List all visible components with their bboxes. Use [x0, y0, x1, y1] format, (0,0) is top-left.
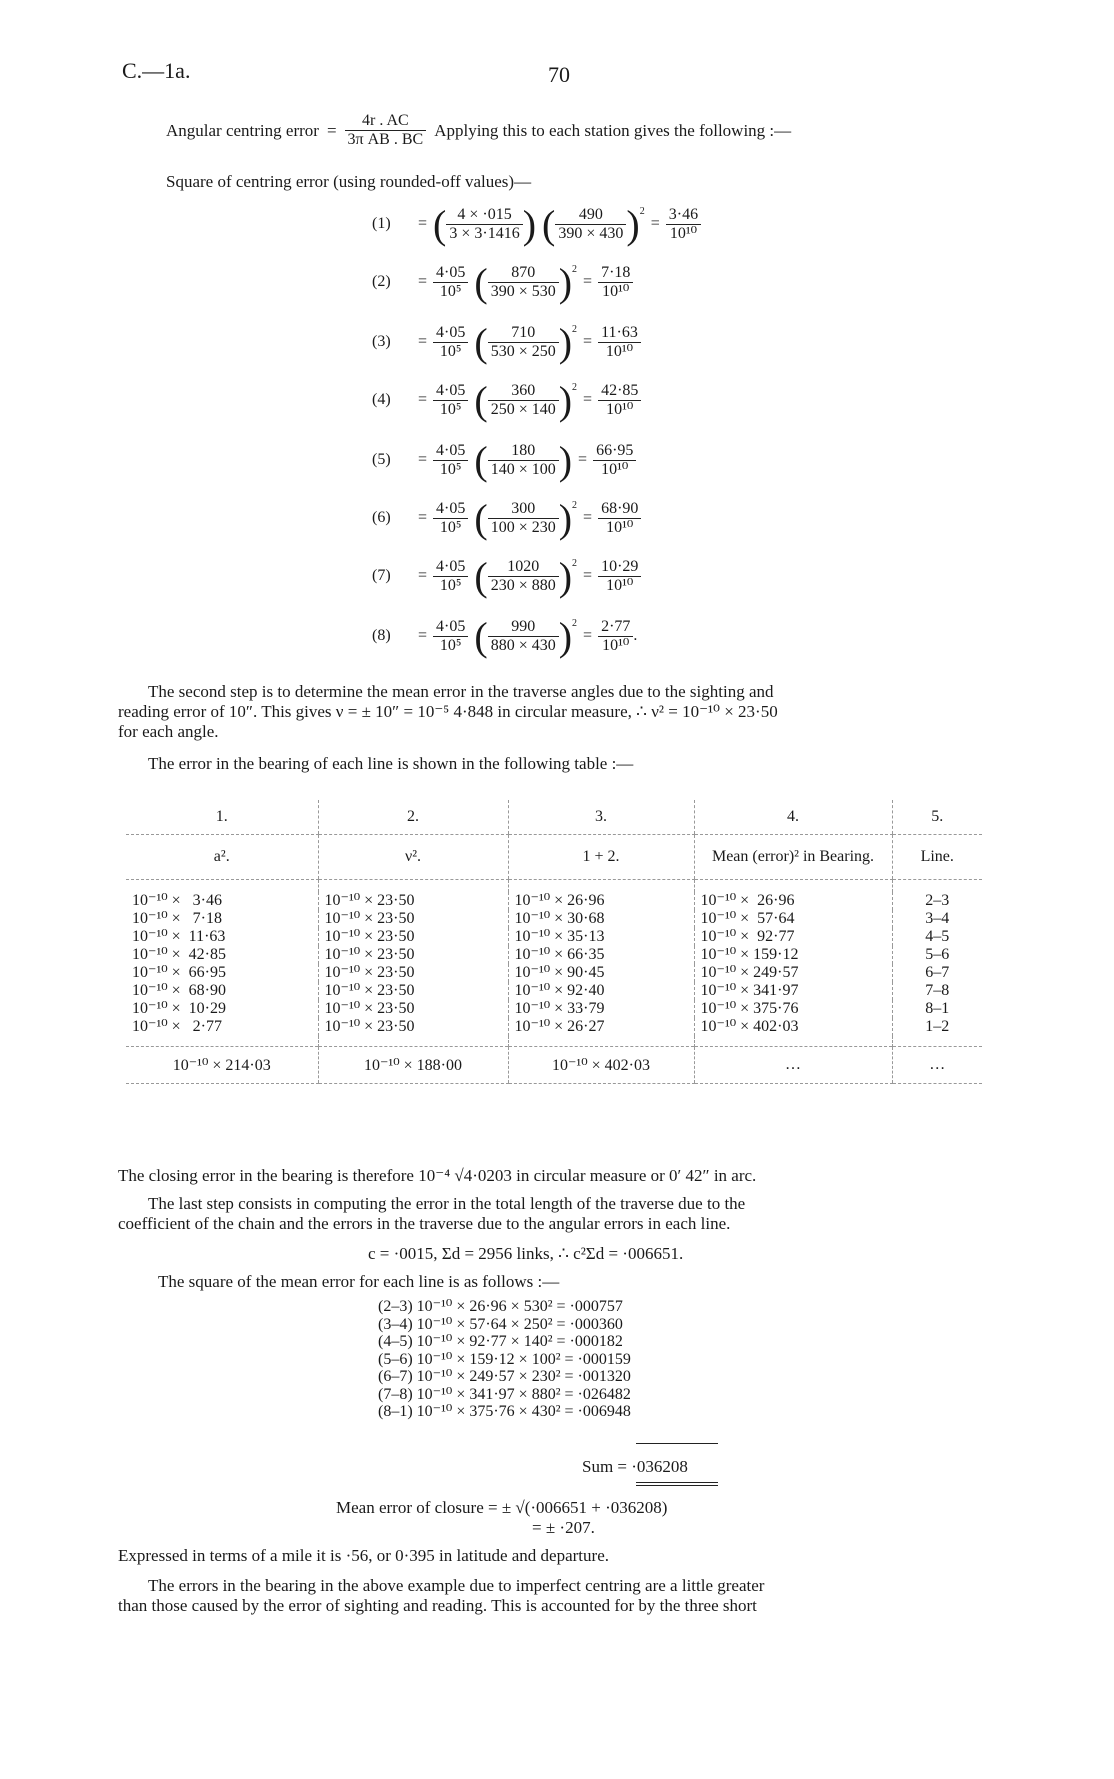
- square-line: (2–3) 10⁻¹⁰ × 26·96 × 530² = ·000757: [378, 1298, 623, 1315]
- inner-fraction: [488, 324, 559, 361]
- closing-error-sentence: The closing error in the bearing is therefore 10⁻⁴ √4·0203 in circular measure or 0′ 42″ in arc.: [118, 1166, 757, 1185]
- equation-row: [372, 494, 641, 542]
- rhs-numerator: 10·29: [598, 558, 641, 577]
- lhs-fraction: [433, 382, 468, 419]
- rhs-denominator: 10¹⁰: [605, 342, 634, 360]
- exponent: 2: [572, 324, 578, 335]
- sum-rule-bottom-2: [636, 1485, 718, 1486]
- lhs-fraction: [446, 206, 522, 243]
- right-paren: ): [558, 613, 573, 659]
- lhs-denominator: 10⁵: [439, 400, 462, 418]
- lhs-fraction: [433, 558, 468, 595]
- angular-centring-formula: Angular centring error = $\frac{4r . AC}{\text{3π AB . BC}}$ Applying this to each station gives the following :—: [166, 112, 792, 148]
- sum-rule-bottom-1: [636, 1482, 718, 1483]
- rhs-numerator: 42·85: [598, 382, 641, 401]
- rhs-denominator: 10¹⁰: [669, 224, 698, 242]
- inner-fraction: [488, 558, 559, 595]
- exponent: 2: [572, 382, 578, 393]
- equation-label: (1): [372, 215, 391, 232]
- right-paren: ): [522, 201, 537, 247]
- table-cell: 10⁻¹⁰ × 23·50: [318, 982, 508, 1000]
- inner-denominator: 140 × 100: [490, 460, 556, 478]
- left-paren: (: [542, 201, 556, 247]
- document-code: C.—1a.: [122, 58, 191, 83]
- lhs-numerator: 4·05: [433, 618, 468, 637]
- equals-sign: =: [583, 333, 593, 350]
- inner-denominator: 390 × 530: [490, 282, 556, 300]
- table-cell: 10⁻¹⁰ × 23·50: [318, 910, 508, 928]
- inner-fraction: [488, 382, 559, 419]
- equation-row: [372, 200, 701, 248]
- table-cell: 10⁻¹⁰ × 341·97: [694, 982, 892, 1000]
- equals-sign: =: [418, 273, 428, 290]
- right-paren: ): [558, 553, 573, 599]
- table-row: [126, 928, 982, 946]
- sum-line: Sum = ·036208: [582, 1457, 688, 1476]
- bearing-error-table: [126, 800, 982, 1084]
- table-cell: 10⁻¹⁰ × 23·50: [318, 1018, 508, 1036]
- last-step-line2: coefficient of the chain and the errors in the traverse due to the angular errors in each line.: [118, 1214, 731, 1233]
- lhs-denominator: 10⁵: [439, 282, 462, 300]
- rhs-numerator: 66·95: [593, 442, 636, 461]
- lhs-fraction: [433, 264, 468, 301]
- table-cell: 10⁻¹⁰ × 26·27: [508, 1018, 694, 1036]
- right-paren: ): [626, 201, 640, 247]
- table-cell: 10⁻¹⁰ × 92·40: [508, 982, 694, 1000]
- square-mean-list: [378, 1298, 631, 1421]
- table-column-numbers: [126, 800, 982, 835]
- equals-sign: =: [418, 333, 428, 350]
- rhs-fraction: [593, 442, 636, 479]
- final-para-line1: The errors in the bearing in the above example due to imperfect centring are a little greater: [148, 1576, 765, 1595]
- table-cell: 10⁻¹⁰ × 57·64: [694, 910, 892, 928]
- lhs-numerator: 4·05: [433, 382, 468, 401]
- col-number: 5.: [892, 800, 982, 835]
- equals-sign: =: [418, 391, 428, 408]
- square-line: (3–4) 10⁻¹⁰ × 57·64 × 250² = ·000360: [378, 1315, 623, 1333]
- square-line: (6–7) 10⁻¹⁰ × 249·57 × 230² = ·001320: [378, 1368, 631, 1385]
- equation-row: [372, 436, 636, 484]
- equals-sign: =: [583, 627, 593, 644]
- equation-label: (3): [372, 333, 391, 350]
- inner-numerator: 710: [488, 324, 559, 343]
- col-number: 2.: [318, 800, 508, 835]
- table-cell: 10⁻¹⁰ × 10·29: [132, 1000, 227, 1017]
- sum-rule-top: [636, 1443, 718, 1444]
- table-cell: 10⁻¹⁰ × 375·76: [694, 1000, 892, 1018]
- lhs-numerator: 4·05: [433, 442, 468, 461]
- equation-row: [372, 376, 641, 424]
- equals-sign: =: [650, 215, 660, 232]
- inner-denominator: 250 × 140: [490, 400, 556, 418]
- rhs-fraction: [598, 324, 641, 361]
- inner-denominator: 530 × 250: [490, 342, 556, 360]
- total-cell: 10⁻¹⁰ × 214·03: [126, 1047, 318, 1084]
- trailing-punctuation: .: [633, 627, 638, 644]
- table-cell: 10⁻¹⁰ × 3·46: [132, 892, 223, 909]
- table-row: [126, 964, 982, 982]
- table-cell: 3–4: [892, 910, 982, 928]
- exponent: 2: [572, 618, 578, 629]
- table-cell: 10⁻¹⁰ × 23·50: [318, 928, 508, 946]
- table-cell: 10⁻¹⁰ × 402·03: [694, 1018, 892, 1036]
- table-cell: 8–1: [892, 1000, 982, 1018]
- total-cell: …: [892, 1047, 982, 1084]
- inner-numerator: 180: [488, 442, 559, 461]
- last-step-line1: The last step consists in computing the error in the total length of the traverse due to the: [148, 1194, 746, 1213]
- lhs-fraction: [433, 442, 468, 479]
- table-intro: The error in the bearing of each line is shown in the following table :—: [148, 754, 634, 773]
- chain-equation: c = ·0015, Σd = 2956 links, ∴ c²Σd = ·006651.: [368, 1244, 684, 1263]
- equals-sign: =: [418, 567, 428, 584]
- table-cell: 10⁻¹⁰ × 7·18: [132, 910, 223, 927]
- equals-sign: =: [418, 215, 428, 232]
- equation-row: [372, 612, 637, 660]
- closure-line1: Mean error of closure = ± √(·006651 + ·036208): [336, 1498, 668, 1517]
- square-mean-intro: The square of the mean error for each line is as follows :—: [158, 1272, 560, 1291]
- table-row: [126, 946, 982, 964]
- table-cell: 10⁻¹⁰ × 249·57: [694, 964, 892, 982]
- final-para-line2: than those caused by the error of sighting and reading. This is accounted for by the three short: [118, 1596, 757, 1615]
- equation-label: (4): [372, 391, 391, 408]
- table-cell: 6–7: [892, 964, 982, 982]
- total-cell: …: [694, 1047, 892, 1084]
- equals-sign: =: [418, 627, 428, 644]
- rhs-numerator: 2·77: [598, 618, 633, 637]
- table-cell: 10⁻¹⁰ × 66·35: [508, 946, 694, 964]
- lhs-denominator: 10⁵: [439, 636, 462, 654]
- rhs-fraction: [598, 558, 641, 595]
- lhs-numerator: 4·05: [433, 264, 468, 283]
- table-cell: 10⁻¹⁰ × 66·95: [132, 964, 227, 981]
- table-column-labels: [126, 835, 982, 880]
- left-paren: (: [474, 259, 488, 305]
- table-cell: 10⁻¹⁰ × 23·50: [318, 964, 508, 982]
- total-cell: 10⁻¹⁰ × 402·03: [508, 1047, 694, 1084]
- rhs-fraction: [598, 382, 641, 419]
- equals-sign: =: [583, 273, 593, 290]
- lhs-numerator: 4 × ·015: [446, 206, 522, 225]
- col-label: a².: [126, 835, 318, 880]
- rhs-denominator: 10¹⁰: [602, 282, 630, 300]
- rhs-denominator: 10¹⁰: [602, 636, 630, 654]
- table-cell: 10⁻¹⁰ × 42·85: [132, 946, 227, 963]
- inner-denominator: 100 × 230: [490, 518, 556, 536]
- col-label: ν².: [318, 835, 508, 880]
- table-row: [126, 982, 982, 1000]
- left-paren: (: [474, 319, 488, 365]
- inner-numerator: 360: [488, 382, 559, 401]
- para-second-step-line2: reading error of 10″. This gives ν = ± 10″ = 10⁻⁵ 4·848 in circular measure, ∴ ν² = 10⁻¹⁰ × 23·50: [118, 702, 778, 721]
- table-row: [126, 1018, 982, 1036]
- rhs-denominator: 10¹⁰: [601, 460, 629, 478]
- lhs-numerator: 4·05: [433, 558, 468, 577]
- inner-fraction: [488, 618, 559, 655]
- rhs-denominator: 10¹⁰: [606, 518, 634, 536]
- equation-label: (7): [372, 567, 391, 584]
- formula-tail: Applying this to each station gives the following :—: [434, 120, 792, 140]
- inner-numerator: 870: [488, 264, 559, 283]
- exponent: 2: [572, 558, 578, 569]
- table-cell: 10⁻¹⁰ × 23·50: [318, 892, 508, 910]
- left-paren: (: [474, 377, 488, 423]
- table-cell: 10⁻¹⁰ × 23·50: [318, 946, 508, 964]
- col-label: Line.: [892, 835, 982, 880]
- formula-denominator: 3π AB . BC: [347, 131, 424, 148]
- right-paren: ): [558, 495, 573, 541]
- equals-sign: =: [583, 391, 593, 408]
- rhs-numerator: 3·46: [666, 206, 701, 225]
- col-number: 3.: [508, 800, 694, 835]
- equation-label: (2): [372, 273, 391, 290]
- table-cell: 1–2: [892, 1018, 982, 1036]
- square-heading: Square of centring error (using rounded-off values)—: [166, 172, 532, 191]
- closure-line2: = ± ·207.: [532, 1518, 595, 1537]
- col-label: Mean (error)² in Bearing.: [694, 835, 892, 880]
- rhs-fraction: [666, 206, 701, 243]
- right-paren: ): [558, 259, 573, 305]
- inner-fraction: [488, 500, 559, 537]
- table-cell: 10⁻¹⁰ × 11·63: [132, 928, 226, 945]
- table-cell: 2–3: [892, 892, 982, 910]
- formula-label: Angular centring error: [166, 120, 319, 140]
- left-paren: (: [474, 437, 488, 483]
- table-cell: 4–5: [892, 928, 982, 946]
- table-cell: 5–6: [892, 946, 982, 964]
- table-cell: 7–8: [892, 982, 982, 1000]
- rhs-numerator: 68·90: [598, 500, 641, 519]
- square-line: (5–6) 10⁻¹⁰ × 159·12 × 100² = ·000159: [378, 1350, 631, 1368]
- left-paren: (: [474, 613, 488, 659]
- equation-row: [372, 552, 641, 600]
- rhs-numerator: 7·18: [598, 264, 633, 283]
- table-cell: 10⁻¹⁰ × 68·90: [132, 982, 227, 999]
- total-cell: 10⁻¹⁰ × 188·00: [318, 1047, 508, 1084]
- inner-denominator: 390 × 430: [558, 224, 624, 242]
- inner-numerator: 990: [488, 618, 559, 637]
- table-cell: 10⁻¹⁰ × 33·79: [508, 1000, 694, 1018]
- left-paren: (: [474, 495, 488, 541]
- inner-numerator: 490: [555, 206, 626, 225]
- lhs-fraction: [433, 324, 468, 361]
- formula-fraction: [345, 112, 427, 149]
- table-cell: 10⁻¹⁰ × 35·13: [508, 928, 694, 946]
- left-paren: (: [433, 201, 447, 247]
- rhs-fraction: [598, 500, 641, 537]
- lhs-denominator: 10⁵: [439, 518, 462, 536]
- square-line: (4–5) 10⁻¹⁰ × 92·77 × 140² = ·000182: [378, 1333, 623, 1350]
- table-row: [126, 1000, 982, 1018]
- equation-label: (8): [372, 627, 391, 644]
- exponent: 2: [572, 264, 578, 275]
- equation-row: [372, 258, 633, 306]
- lhs-numerator: 4·05: [433, 324, 468, 343]
- square-line: (8–1) 10⁻¹⁰ × 375·76 × 430² = ·006948: [378, 1403, 631, 1420]
- inner-denominator: 880 × 430: [490, 636, 556, 654]
- inner-denominator: 230 × 880: [490, 576, 556, 594]
- left-paren: (: [474, 553, 488, 599]
- exponent: 2: [639, 206, 645, 217]
- table-cell: 10⁻¹⁰ × 23·50: [318, 1000, 508, 1018]
- page-number: 70: [548, 62, 570, 87]
- inner-fraction: [555, 206, 626, 243]
- inner-numerator: 1020: [488, 558, 559, 577]
- table-cell: 10⁻¹⁰ × 92·77: [694, 928, 892, 946]
- rhs-fraction: [598, 264, 633, 301]
- rhs-numerator: 11·63: [598, 324, 641, 343]
- table-cell: 10⁻¹⁰ × 90·45: [508, 964, 694, 982]
- right-paren: ): [558, 437, 573, 483]
- para-second-step-line1: The second step is to determine the mean error in the traverse angles due to the sighting and: [148, 682, 774, 701]
- lhs-denominator: 10⁵: [439, 342, 462, 360]
- mile-sentence: Expressed in terms of a mile it is ·56, or 0·395 in latitude and departure.: [118, 1546, 609, 1565]
- lhs-denominator: 10⁵: [439, 576, 462, 594]
- table-cell: 10⁻¹⁰ × 26·96: [694, 892, 892, 910]
- table-cell: 10⁻¹⁰ × 2·77: [132, 1018, 223, 1035]
- equation-label: (6): [372, 509, 391, 526]
- lhs-denominator: 10⁵: [439, 460, 462, 478]
- col-label: 1 + 2.: [508, 835, 694, 880]
- para-second-step-line3: for each angle.: [118, 722, 219, 741]
- equals-sign: =: [418, 509, 428, 526]
- rhs-fraction: [598, 618, 633, 655]
- lhs-fraction: [433, 618, 468, 655]
- equals-sign: =: [583, 567, 593, 584]
- equation-row: [372, 318, 641, 366]
- equals-sign: =: [583, 509, 593, 526]
- formula-numerator: 4r . AC: [345, 112, 427, 131]
- table-row: [126, 892, 982, 910]
- right-paren: ): [558, 377, 573, 423]
- inner-numerator: 300: [488, 500, 559, 519]
- table-totals-row: [126, 1047, 982, 1084]
- table-cell: 10⁻¹⁰ × 26·96: [508, 892, 694, 910]
- lhs-numerator: 4·05: [433, 500, 468, 519]
- col-number: 1.: [126, 800, 318, 835]
- equals-sign: =: [418, 451, 428, 468]
- table-cell: 10⁻¹⁰ × 30·68: [508, 910, 694, 928]
- equals-sign: =: [578, 451, 588, 468]
- rhs-denominator: 10¹⁰: [606, 400, 634, 418]
- table-cell: 10⁻¹⁰ × 159·12: [694, 946, 892, 964]
- equation-label: (5): [372, 451, 391, 468]
- inner-fraction: [488, 264, 559, 301]
- square-line: (7–8) 10⁻¹⁰ × 341·97 × 880² = ·026482: [378, 1385, 631, 1403]
- exponent: 2: [572, 500, 578, 511]
- table-row: [126, 910, 982, 928]
- lhs-fraction: [433, 500, 468, 537]
- col-number: 4.: [694, 800, 892, 835]
- inner-fraction: [488, 442, 559, 479]
- right-paren: ): [558, 319, 573, 365]
- lhs-denominator: 3 × 3·1416: [449, 224, 520, 242]
- rhs-denominator: 10¹⁰: [606, 576, 634, 594]
